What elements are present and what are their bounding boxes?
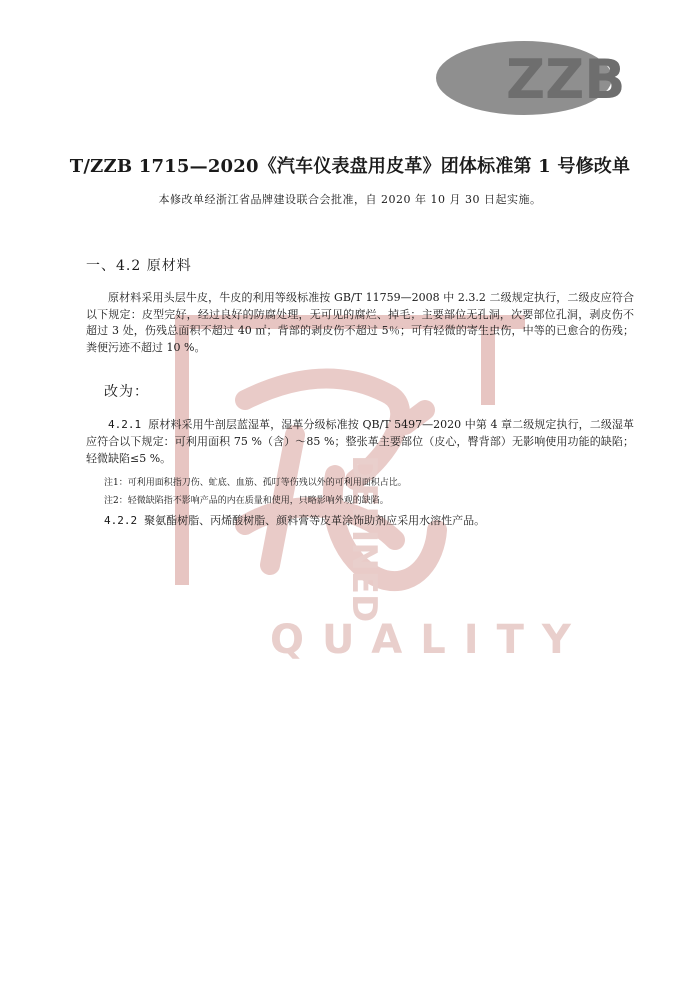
note-1: 注1：可利用面积指刀伤、虻底、血筋、孤叮等伤残以外的可利用面积占比。 (104, 478, 407, 488)
clause-4-2-2-text: 聚氨酯树脂、丙烯酸树脂、颜料膏等皮革涂饰助剂应采用水溶性产品。 (144, 514, 486, 527)
quality-watermark (175, 315, 589, 665)
clause-4-2-2-number: 4.2.2 (104, 514, 138, 527)
zzb-logo-text: ZZB (506, 48, 626, 111)
document-title: T/ZZB 1715—2020《汽车仪表盘用皮革》团体标准第 1 号修改单 (69, 156, 631, 177)
approval-statement: 本修改单经浙江省品牌建设联合会批准，自 2020 年 10 月 30 日起实施。 (158, 193, 542, 206)
clause-4-2-1 (86, 416, 634, 467)
clause-4-2-1-number: 4.2.1 (108, 418, 142, 431)
clause-4-2-1-text: 原材料采用牛剖层蓝湿革，湿革分级标准按 QB/T 5497—2020 中第 4 章二级规定执行，二级湿革应符合以下规定：可利用面积 75 %（含）～85 %；整张革主要部位（皮心，臀背部）无影响使用功能的缺陷；轻微缺陷≤5 %。 (86, 418, 634, 465)
original-clause-paragraph: 原材料采用头层牛皮，牛皮的利用等级标准按 GB/T 11759—2008 中 2.3.2 二级规定执行，二级皮应符合以下规定：皮型完好，经过良好的防腐处理，无可见的腐烂、掉毛；主要部位无孔洞，次要部位孔洞，剥皮伤不超过 3 处，伤残总面积不超过 40 ㎡；背部的剥皮伤不超过 5％；可有轻微的寄生虫伤，中等的已愈合的伤残；粪便污迹不超过 10 %。 (86, 291, 634, 354)
note-2: 注2：轻微缺陷指不影响产品的内在质量和使用，只略影响外观的缺陷。 (104, 496, 389, 506)
quality-watermark-text: QUALITY (270, 617, 589, 663)
section-heading-raw-material: 一、4.2 原材料 (86, 258, 192, 274)
clause-4-2-2 (104, 512, 485, 528)
defined-watermark-text: DEFINED (344, 455, 384, 623)
zzb-logo (436, 40, 630, 116)
change-to-label: 改为： (104, 384, 149, 400)
